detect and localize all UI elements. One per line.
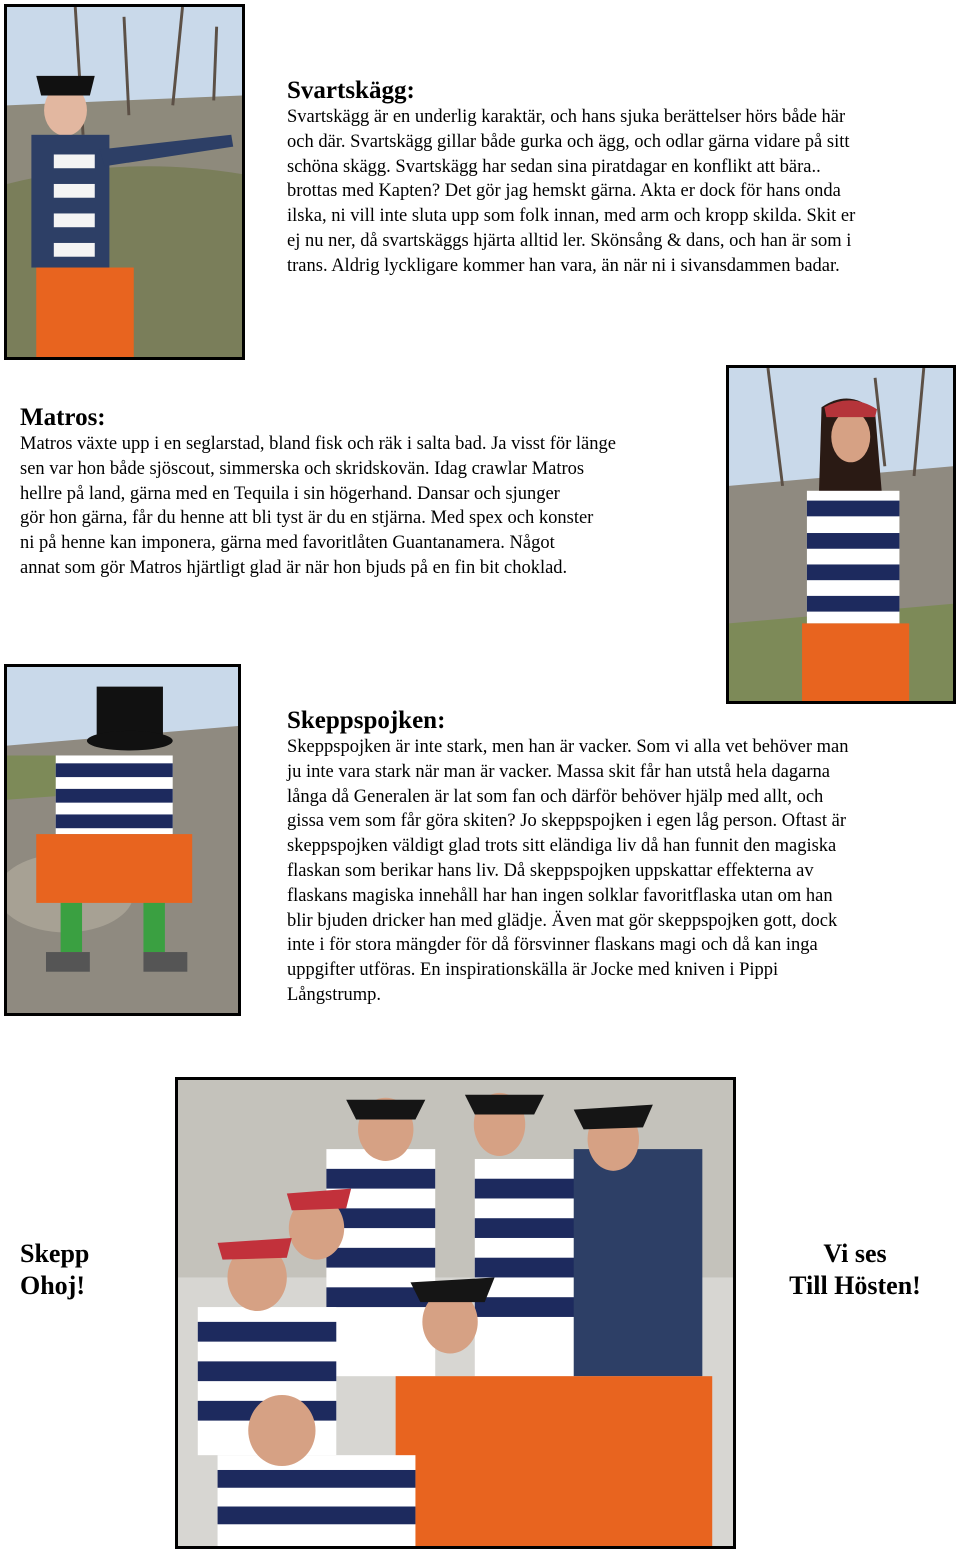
skeppspojken-line: ju inte vara stark när man är vacker. Massa skit får han utstå hela dagarna — [287, 761, 830, 782]
skeppspojken-section — [287, 706, 957, 1008]
svartskagg-line: ej nu ner, då svartskäggs hjärta alltid ler. Skönsång & dans, och han är som i — [287, 230, 852, 251]
skeppspojken-photo — [4, 664, 241, 1016]
closing-right — [760, 1238, 950, 1302]
matros-line: gör hon gärna, får du henne att bli tyst är du en stjärna. Med spex och konster — [20, 508, 594, 529]
svartskagg-line: trans. Aldrig lyckligare kommer han vara, än när ni i sivansdammen badar. — [287, 255, 840, 276]
group-photo — [175, 1077, 736, 1549]
matros-line: hellre på land, gärna med en Tequila i sin högerhand. Dansar och sjunger — [20, 483, 560, 504]
skeppspojken-line: uppgifter utföras. En inspirationskälla är Jocke med kniven i Pippi — [287, 960, 779, 981]
matros-line: ni på henne kan imponera, gärna med favoritlåten Guantanamera. Något — [20, 533, 555, 554]
svartskagg-line: och där. Svartskägg gillar både gurka och ägg, och odlar gärna vidare på sitt — [287, 131, 850, 152]
matros-title: Matros: — [20, 404, 106, 431]
matros-line: Matros växte upp i en seglarstad, bland fisk och räk i salta bad. Ja visst för länge — [20, 434, 616, 454]
closing-right-line: Till Hösten! — [789, 1271, 921, 1300]
matros-line: sen var hon både sjöscout, simmerska och skridskovän. Idag crawlar Matros — [20, 458, 585, 479]
skeppspojken-line: Långstrump. — [287, 984, 382, 1005]
skeppspojken-line: långa då Generalen är lat som fan och därför behöver hjälp med allt, och — [287, 786, 824, 807]
skeppspojken-line: blir bjuden dricker han med glädje. Även mat gör skeppspojken gott, dock — [287, 910, 838, 931]
skeppspojken-line: gissa vem som får göra skiten? Jo skeppspojken i egen låg person. Oftast är — [287, 811, 846, 832]
closing-left-line: Skepp — [20, 1239, 90, 1268]
skeppspojken-line: Skeppspojken är inte stark, men han är vacker. Som vi alla vet behöver man — [287, 737, 849, 757]
closing-left-line: Ohoj! — [20, 1271, 85, 1300]
matros-photo — [726, 365, 956, 704]
svartskagg-title: Svartskägg: — [287, 77, 415, 104]
matros-section — [20, 403, 720, 581]
svartskagg-line: schöna skägg. Svartskägg har sedan sina piratdagar en konflikt att bära.. — [287, 156, 821, 177]
skeppspojken-line: flaskan som berikar hans liv. Då skeppspojken uppskattar effekterna av — [287, 860, 814, 881]
skeppspojken-line: skeppspojken väldigt glad trots sitt eländiga liv då han funnit den magiska — [287, 836, 837, 857]
skeppspojken-line: flaskans magiska innehåll har han ingen solklar favoritflaska utan om han — [287, 885, 833, 906]
svartskagg-section — [287, 76, 957, 279]
skeppspojken-title: Skeppspojken: — [287, 707, 446, 734]
closing-right-line: Vi ses — [823, 1239, 887, 1268]
svartskagg-line: brottas med Kapten? Det gör jag hemskt gärna. Akta er dock för hans onda — [287, 181, 841, 202]
svartskagg-line: Svartskägg är en underlig karaktär, och hans sjuka berättelser hörs både här — [287, 107, 846, 127]
skeppspojken-line: inte i för stora mängder för då försvinner flaskans magi och då kan inga — [287, 935, 818, 956]
matros-line: annat som gör Matros hjärtligt glad är när hon bjuds på en fin bit choklad. — [20, 557, 568, 578]
closing-left — [20, 1238, 89, 1302]
svartskagg-line: ilska, ni vill inte sluta upp som folk innan, med arm och kropp skilda. Skit er — [287, 206, 856, 227]
svartskagg-photo — [4, 4, 245, 360]
